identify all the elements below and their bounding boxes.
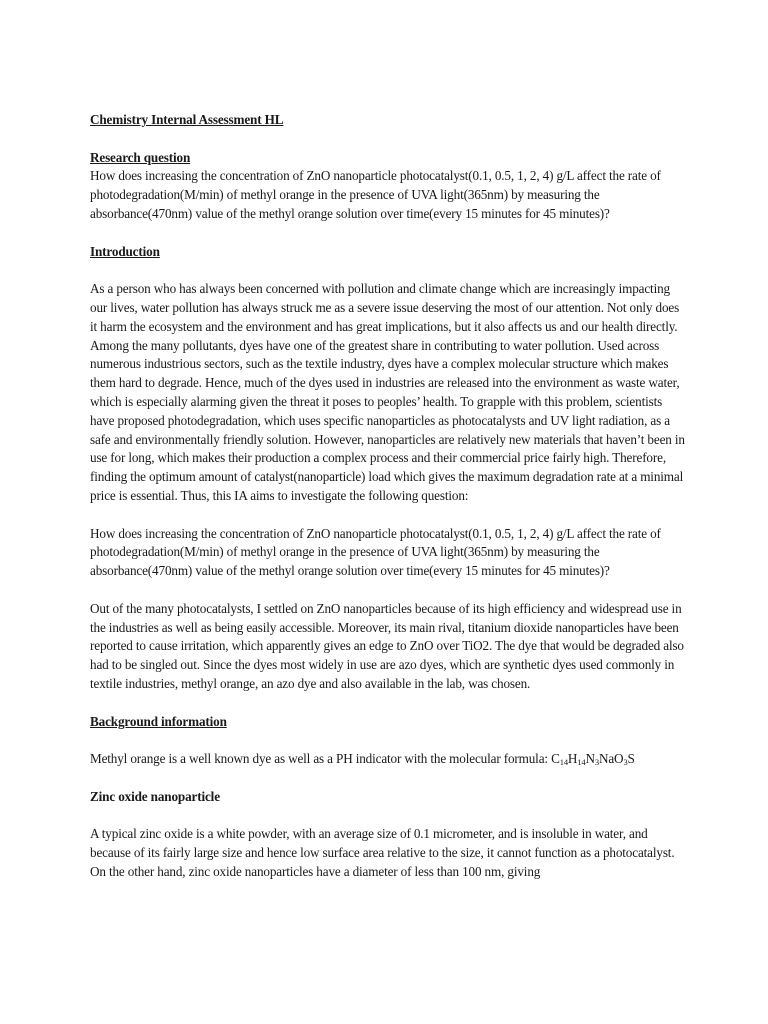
molecular-formula: [551, 751, 635, 766]
formula-intro-text: Methyl orange is a well known dye as well as a PH indicator with the molecular formula:: [90, 751, 552, 767]
document-page: [90, 111, 686, 882]
research-question-text: How does increasing the concentration of ZnO nanoparticle photocatalyst(0.1, 0.5, 1, 2, 4) g/L affect the rate of photodegradation(M/min) of methyl orange in the presence of UVA light(365nm) by measuring the absorbance(470nm) value of the methyl orange solution over time(every 15 minutes for 45 minutes)?: [90, 168, 661, 221]
formula-element: C: [551, 751, 560, 767]
formula-element: S: [627, 751, 635, 767]
spacer: [90, 224, 686, 243]
spacer: [90, 769, 686, 788]
spacer: [90, 806, 686, 825]
spacer: [90, 581, 686, 600]
introduction-heading: Introduction: [90, 243, 160, 259]
spacer: [90, 731, 686, 750]
formula-element: N: [585, 751, 595, 767]
spacer: [90, 261, 686, 280]
spacer: [90, 130, 686, 149]
formula-subscript: 14: [559, 757, 568, 768]
formula-element: NaO: [598, 751, 624, 767]
spacer: [90, 694, 686, 713]
zinc-oxide-paragraph: A typical zinc oxide is a white powder, with an average size of 0.1 micrometer, and is insoluble in water, and because of its fairly large size and hence low surface area relative to the size, it cannot function as a photocatalyst. On the other hand, zinc oxide nanoparticles have a diameter of less than 100 nm, giving: [90, 826, 675, 879]
document-title: Chemistry Internal Assessment HL: [90, 112, 284, 127]
formula-element: H: [567, 751, 578, 767]
spacer: [90, 506, 686, 525]
introduction-paragraph-1: As a person who has always been concerned with pollution and climate change which are increasingly impacting our lives, water pollution has always struck me as a severe issue deserving the most of our attention. Not only does it harm the ecosystem and the environment and has great implications, but it also affects us and our health directly. Among the many pollutants, dyes have one of the greatest share in contributing to water pollution. Used across numerous industrious sectors, such as the textile industry, dyes have a complex molecular structure which makes them hard to degrade. Hence, much of the dyes used in industries are released into the environment as waste water, which is especially alarming given the threat it poses to peoples’ health. To grapple with this problem, scientists have proposed photodegradation, which uses specific nanoparticles as photocatalysts and UV light radiation, as a safe and environmentally friendly solution. However, nanoparticles are relatively new materials that haven’t been in use for long, which makes their production a complex process and their commercial price fairly high. Therefore, finding the optimum amount of catalyst(nanoparticle) load which gives the maximum degradation rate at a minimal price is essential. Thus, this IA aims to investigate the following question:: [90, 281, 685, 503]
introduction-paragraph-2: How does increasing the concentration of ZnO nanoparticle photocatalyst(0.1, 0.5, 1, 2, 4) g/L affect the rate of photodegradation(M/min) of methyl orange in the presence of UVA light(365nm) by measuring the absorbance(470nm) value of the methyl orange solution over time(every 15 minutes for 45 minutes)?: [90, 525, 661, 579]
background-heading: Background information: [90, 713, 227, 729]
zinc-oxide-heading: Zinc oxide nanoparticle: [90, 788, 220, 804]
introduction-paragraph-3: Out of the many photocatalysts, I settled on ZnO nanoparticles because of its high efficiency and widespread use in the industries as well as being easily accessible. Moreover, its main rival, titanium dioxide nanoparticles have been reported to cause irritation, which apparently gives an edge to ZnO over TiO2. The dye that would be degraded also had to be singled out. Since the dyes most widely in use are azo dyes, which are synthetic dyes used commonly in textile industries, methyl orange, an azo dye and also available in the lab, was chosen.: [90, 600, 684, 691]
formula-subscript: 14: [577, 757, 586, 768]
methyl-orange-formula-line: [90, 750, 686, 769]
formula-subscript: 3: [594, 757, 599, 768]
research-question-heading: Research question: [90, 149, 191, 165]
formula-subscript: 3: [623, 757, 628, 768]
